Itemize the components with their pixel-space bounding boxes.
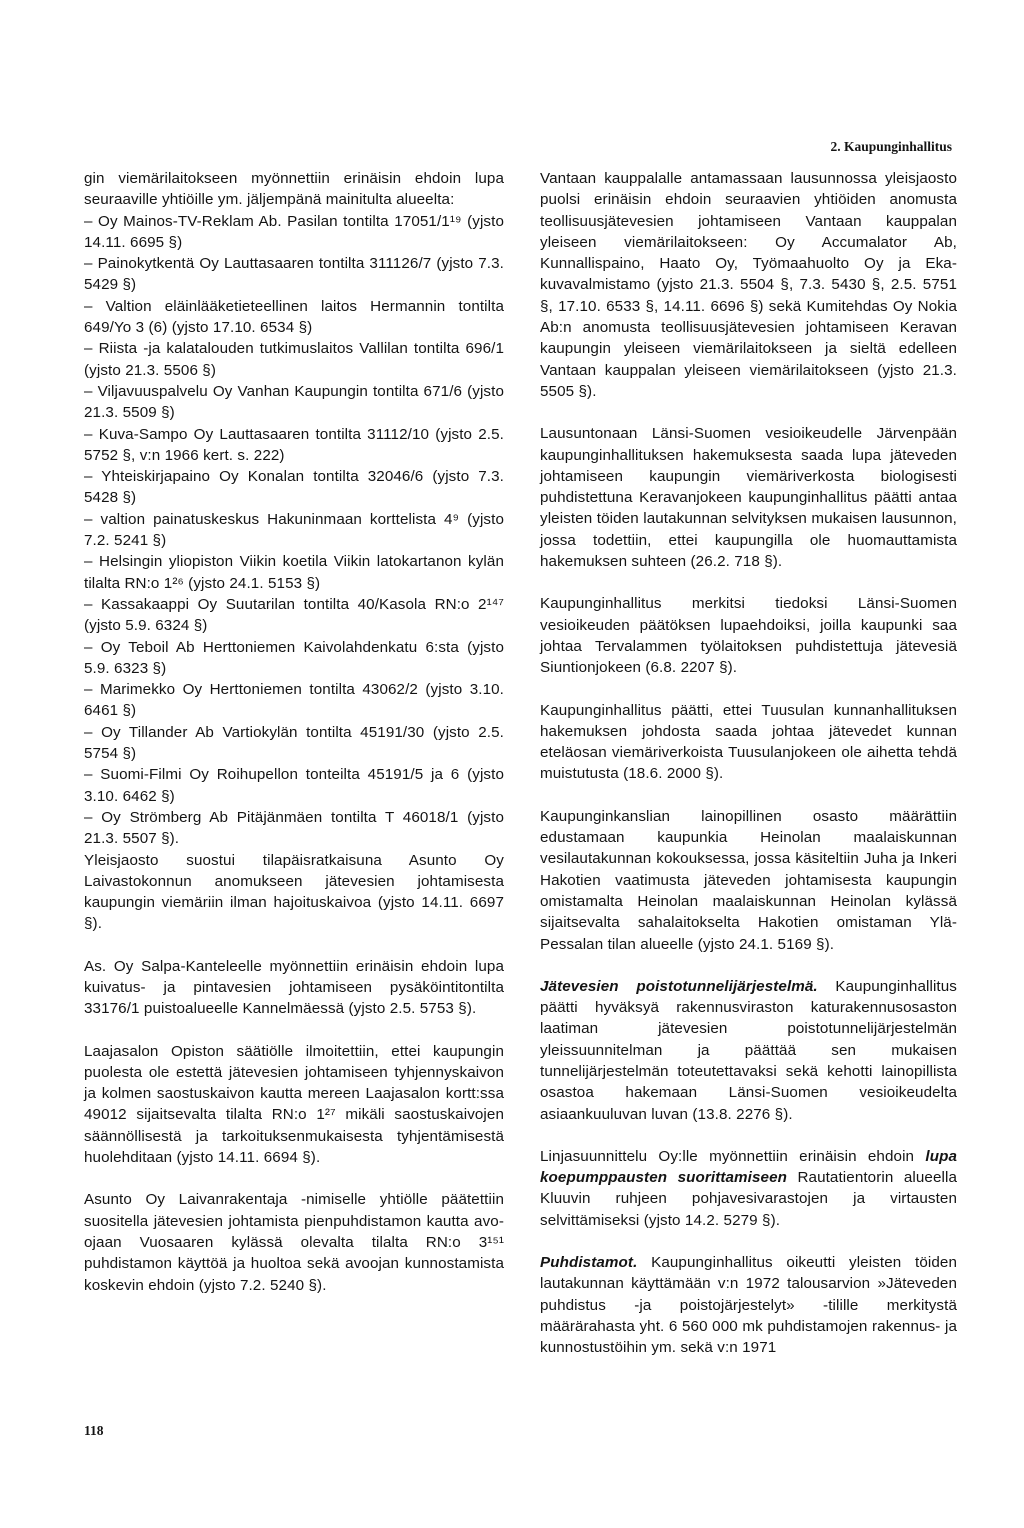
paragraph-salpa-kanteleelle: As. Oy Salpa-Kanteleelle myönnettiin erinäisin ehdoin lupa kuivatus- ja pintavesien johtamiseen pysäköintitontilta 33176/1 puistoalueelle Kannelmäessä (yjsto 2.5. 5753 §). (84, 957, 504, 1018)
paragraph-vantaan-kauppala: Vantaan kauppalalle antamassaan lausunnossa yleisjaosto puolsi erinäisin ehdoin seuraavien yhtiöiden anomusta teollisuusjätevesien johtamiseen Vantaan kauppalan yleiseen viemärilaitokseen: Oy Accumalator Ab, Kunnallispaino, Haato Oy, Työmaahuolto Oy ja Eka-kuvavalmistamo (yjsto 21.3. 5504 §, 7.3. 5430 §, 2.5. 5751 §, 17.10. 6533 §, 14.11. 6696 §) sekä Kumitehdas Oy Nokia Ab:n anomusta teollisuusjätevesien johtamiseen Keravan kaupungin yleiseen viemärilaitokseen ja sieltä edelleen Vantaan kauppalan yleiseen viemärilaitokseen (yjsto 21.3. 5505 §). (540, 170, 957, 400)
paragraph-tuusula: Kaupunginhallitus päätti, ettei Tuusulan kunnanhallituksen hakemuksen johdosta saada johtaa jätevedet kunnan eteläosan viemäriverkoista Tuusulanjokeen ole aihetta tehdä muistutusta (18.6. 2000 §). (540, 701, 957, 783)
section-heading: Jätevesien poistotunnelijärjestelmä. (540, 977, 818, 995)
paragraph-text: Rautatientorin alueella Kluuvin ruhjeen pohjavesivarastojen ja virtausten selvittämiseksi (yjsto 14.2. 5279 §). (540, 1169, 957, 1229)
paragraph-text: Linjasuunnittelu Oy:lle myönnettiin erinäisin ehdoin (540, 1147, 926, 1165)
paragraph-text: Kaupunginhallitus oikeutti yleisten töiden lautakunnan käyttämään v:n 1972 talousarvion »Jäteveden puhdistus -ja poistojärjestelyt» -tilille merkitystä määrärahasta yht. 6 560 000 mk puhdistamojen rakennus- ja kunnostustöihin ym. sekä v:n 1971 (540, 1254, 957, 1357)
list-item: – Oy Strömberg Ab Pitäjänmäen tontilta T 46018/1 (yjsto 21.3. 5507 §). (84, 808, 504, 848)
paragraph-poistotunneli (540, 976, 957, 1125)
paragraph-puhdistamot (540, 1252, 957, 1358)
list-item: – Valtion eläinlääketieteellinen laitos Hermannin tontilta 649/Yo 3 (6) (yjsto 17.10. 6534 §) (84, 297, 504, 337)
paragraph-heinola: Kaupunginkanslian lainopillinen osasto määrättiin edustamaan kaupunkia Heinolan maalaiskunnan vesilautakunnan kokouksessa, jossa käsiteltiin Juha ja Inkeri Hakotien vaatimusta jäteveden johtamisesta kaupungin omistamalta Heinolan maalaiskunnan Heinolan kylässä sijaitsevalta sahalaitokselta Hakotien omistaman Ylä-Pessalan tilan alueelle (yjsto 24.1. 5169 §). (540, 807, 957, 953)
paragraph-laivanrakentaja: Asunto Oy Laivanrakentaja -nimiselle yhtiölle päätettiin suositella jätevesien johtamista pienpuhdistamon kautta avo-ojaan Vuosaaren kylässä olevalta tilalta RN:o 3¹⁵¹ puhdistamon käyttöä ja huoltoa sekä avoojan kunnostamista koskevin ehdoin (yjsto 7.2. 5240 §). (84, 1191, 504, 1294)
paragraph-laajasalon-opisto: Laajasalon Opiston säätiölle ilmoitettiin, ettei kaupungin puolesta ole estettä jätevesien johtamiseen tyhjennyskaivon ja kolmen saostuskaivon kautta mereen Laajasalon kortt:ssa 49012 sijaitsevalta tilalta RN:o 1²⁷ mikäli saostuskaivojen säännöllisestä ja tarkoituksenmukaisesta tyhjentämisestä huolehditaan (yjsto 14.11. 6694 §). (84, 1042, 504, 1167)
paragraph-tervalampi: Kaupunginhallitus merkitsi tiedoksi Länsi-Suomen vesioikeuden päätöksen lupaehdoiksi, joilla kaupunki saa johtaa Tervalammen työlaitoksen puhdistettuja jätevesiä Siuntionjokeen (6.8. 2207 §). (540, 595, 957, 677)
paragraph-jarvenpaa: Lausuntonaan Länsi-Suomen vesioikeudelle Järvenpään kaupunginhallituksen hakemuksesta saada lupa jäteveden johtamiseen kaupungin viemäriverkosta biologisesti puhdistettuna Keravanjokeen kaupunginhallitus päätti antaa yleisten töiden lautakunnan selvityksen mukaisen lausunnon, jossa todettiin, ettei kaupungilla ole huomauttamista hakemuksen suhteen (26.2. 718 §). (540, 425, 957, 571)
list-item: – Riista -ja kalatalouden tutkimuslaitos Vallilan tontilta 696/1 (yjsto 21.3. 5506 §) (84, 340, 504, 379)
list-item: – Kassakaappi Oy Suutarilan tontilta 40/Kasola RN:o 2¹⁴⁷ (yjsto 5.9. 6324 §) (84, 595, 504, 635)
permit-list (84, 211, 504, 850)
list-item: – Suomi-Filmi Oy Roihupellon tonteilta 45191/5 ja 6 (yjsto 3.10. 6462 §) (84, 766, 504, 805)
list-item: – Oy Mainos-TV-Reklam Ab. Pasilan tontilta 17051/1¹⁹ (yjsto 14.11. 6695 §) (84, 212, 504, 251)
paragraph-laivastokonnun: Yleisjaosto suostui tilapäisratkaisuna Asunto Oy Laivastokonnun anomukseen jätevesien johtamisesta kaupungin viemäriin ilman hajoituskaivoa (yjsto 14.11. 6697 §). (84, 851, 504, 933)
list-item: – valtion painatuskeskus Hakuninmaan korttelista 4⁹ (yjsto 7.2. 5241 §) (84, 510, 504, 550)
right-column (540, 168, 957, 1380)
paragraph-linjasuunnittelu (540, 1146, 957, 1231)
emphasized-text: lupa koepumppausten suorittamiseen (540, 1147, 957, 1187)
list-item: – Helsingin yliopiston Viikin koetila Viikin latokartanon kylän tilalta RN:o 1²⁶ (yjsto 24.1. 5153 §) (84, 553, 504, 592)
intro-paragraph: gin viemärilaitokseen myönnettiin erinäisin ehdoin lupa seuraaville yhtiöille ym. jäljempänä mainitulta alueelta: (84, 170, 504, 209)
list-item: – Oy Tillander Ab Vartiokylän tontilta 45191/30 (yjsto 2.5. 5754 §) (84, 723, 504, 763)
list-item: – Yhteiskirjapaino Oy Konalan tontilta 32046/6 (yjsto 7.3. 5428 §) (84, 468, 504, 507)
page-number: 118 (84, 1423, 104, 1438)
list-item: – Kuva-Sampo Oy Lauttasaaren tontilta 31112/10 (yjsto 2.5. 5752 §, v:n 1966 kert. s. 222) (84, 425, 504, 464)
list-item: – Viljavuuspalvelu Oy Vanhan Kaupungin tontilta 671/6 (yjsto 21.3. 5509 §) (84, 382, 504, 422)
list-item: – Painokytkentä Oy Lauttasaaren tontilta 311126/7 (yjsto 7.3. 5429 §) (84, 255, 504, 294)
left-column (84, 168, 504, 1317)
running-header: 2. Kaupunginhallitus (830, 139, 952, 154)
list-item: – Oy Teboil Ab Herttoniemen Kaivolahdenkatu 6:sta (yjsto 5.9. 6323 §) (84, 638, 504, 677)
paragraph-text: Kaupunginhallitus päätti hyväksyä rakennusviraston katurakennusosaston laatiman jätevesien poistotunnelijärjestelmän yleissuunnitelman ja päättää sen mukaisen tunnelijärjestelmän toteutettavaksi sekä kehotti lainopillista osastoa hakemaan Länsi-Suomen vesioikeudelta asiaankuuluvan luvan (13.8. 2276 §). (540, 977, 957, 1123)
list-item: – Marimekko Oy Herttoniemen tontilta 43062/2 (yjsto 3.10. 6461 §) (84, 681, 504, 720)
section-heading: Puhdistamot. (540, 1254, 638, 1272)
